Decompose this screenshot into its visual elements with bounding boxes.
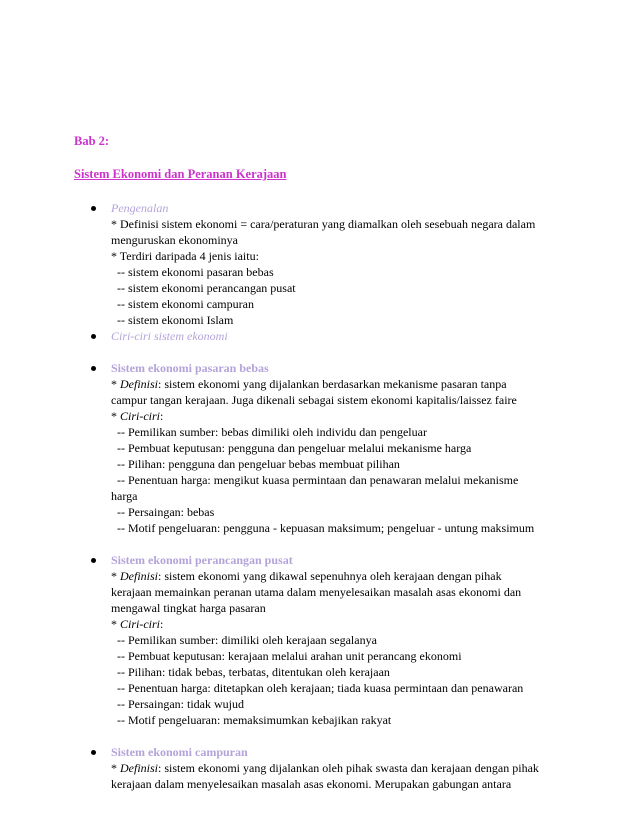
body-line: -- Pemilikan sumber: dimiliki oleh kerajaan segalanya (117, 633, 377, 647)
body-line: -- sistem ekonomi Islam (117, 313, 234, 327)
section-heading: Sistem ekonomi campuran (111, 745, 248, 759)
body-line: -- Penentuan harga: ditetapkan oleh kerajaan; tiada kuasa permintaan dan penawaran (117, 681, 524, 695)
body-line: -- Pembuat keputusan: kerajaan melalui arahan unit perancang ekonomi (117, 649, 462, 663)
body-line: -- Persaingan: tidak wujud (117, 697, 244, 711)
body-line: * Ciri-ciri: (111, 409, 164, 423)
section-item (0, 200, 638, 328)
body-line: campur tangan kerajaan. Juga dikenali sebagai sistem ekonomi kapitalis/laissez faire (111, 393, 517, 407)
emphasis-term: Definisi (120, 377, 158, 391)
bullet-icon (91, 750, 96, 755)
body-line: mengawal tingkat harga pasaran (111, 601, 266, 615)
body-line: -- sistem ekonomi perancangan pusat (117, 281, 296, 295)
body-line: menguruskan ekonominya (111, 233, 238, 247)
body-line: * Definisi: sistem ekonomi yang dikawal sepenuhnya oleh kerajaan dengan pihak (111, 569, 502, 583)
body-line: -- sistem ekonomi pasaran bebas (117, 265, 274, 279)
section-heading: Sistem ekonomi pasaran bebas (111, 361, 269, 375)
body-line: -- Pilihan: tidak bebas, terbatas, ditentukan oleh kerajaan (117, 665, 390, 679)
body-line: kerajaan memainkan peranan utama dalam menyelesaikan masalah asas ekonomi dan (111, 585, 522, 599)
body-line: * Definisi sistem ekonomi = cara/peraturan yang diamalkan oleh sesebuah negara dalam (111, 217, 536, 231)
body-line: * Ciri-ciri: (111, 617, 164, 631)
bullet-icon (91, 558, 96, 563)
bullet-icon (91, 366, 96, 371)
body-line: * Definisi: sistem ekonomi yang dijalankan oleh pihak swasta dan kerajaan dengan pihak (111, 761, 539, 775)
section-heading: Ciri-ciri sistem ekonomi (111, 329, 228, 343)
bullet-icon (91, 334, 96, 339)
emphasis-term: Ciri-ciri (120, 617, 161, 631)
section-list (0, 200, 638, 792)
body-line: * Definisi: sistem ekonomi yang dijalankan berdasarkan mekanisme pasaran tanpa (111, 377, 507, 391)
body-line: -- sistem ekonomi campuran (117, 297, 254, 311)
section-item (0, 360, 638, 536)
bullet-icon (91, 206, 96, 211)
body-line: harga (111, 489, 138, 503)
body-line: -- Motif pengeluaran: memaksimumkan kebajikan rakyat (117, 713, 392, 727)
section-item (0, 552, 638, 728)
body-line: -- Penentuan harga: mengikut kuasa permintaan dan penawaran melalui mekanisme (117, 473, 519, 487)
body-line: -- Pilihan: pengguna dan pengeluar bebas membuat pilihan (117, 457, 400, 471)
body-line: -- Persaingan: bebas (117, 505, 215, 519)
body-line: -- Pemilikan sumber: bebas dimiliki oleh individu dan pengeluar (117, 425, 427, 439)
section-heading: Sistem ekonomi perancangan pusat (111, 553, 293, 567)
chapter-label: Bab 2: (74, 134, 110, 148)
emphasis-term: Ciri-ciri (120, 409, 161, 423)
emphasis-term: Definisi (120, 569, 158, 583)
body-line: * Terdiri daripada 4 jenis iaitu: (111, 249, 259, 263)
body-line: -- Motif pengeluaran: pengguna - kepuasan maksimum; pengeluar - untung maksimum (117, 521, 535, 535)
body-line: kerajaan dalam menyelesaikan masalah asas ekonomi. Merupakan gabungan antara (111, 777, 512, 791)
emphasis-term: Definisi (120, 761, 158, 775)
section-item (0, 744, 638, 792)
section-item (0, 328, 638, 344)
chapter-title: Sistem Ekonomi dan Peranan Kerajaan (74, 167, 287, 181)
section-heading: Pengenalan (111, 201, 169, 215)
body-line: -- Pembuat keputusan: pengguna dan pengeluar melalui mekanisme harga (117, 441, 472, 455)
